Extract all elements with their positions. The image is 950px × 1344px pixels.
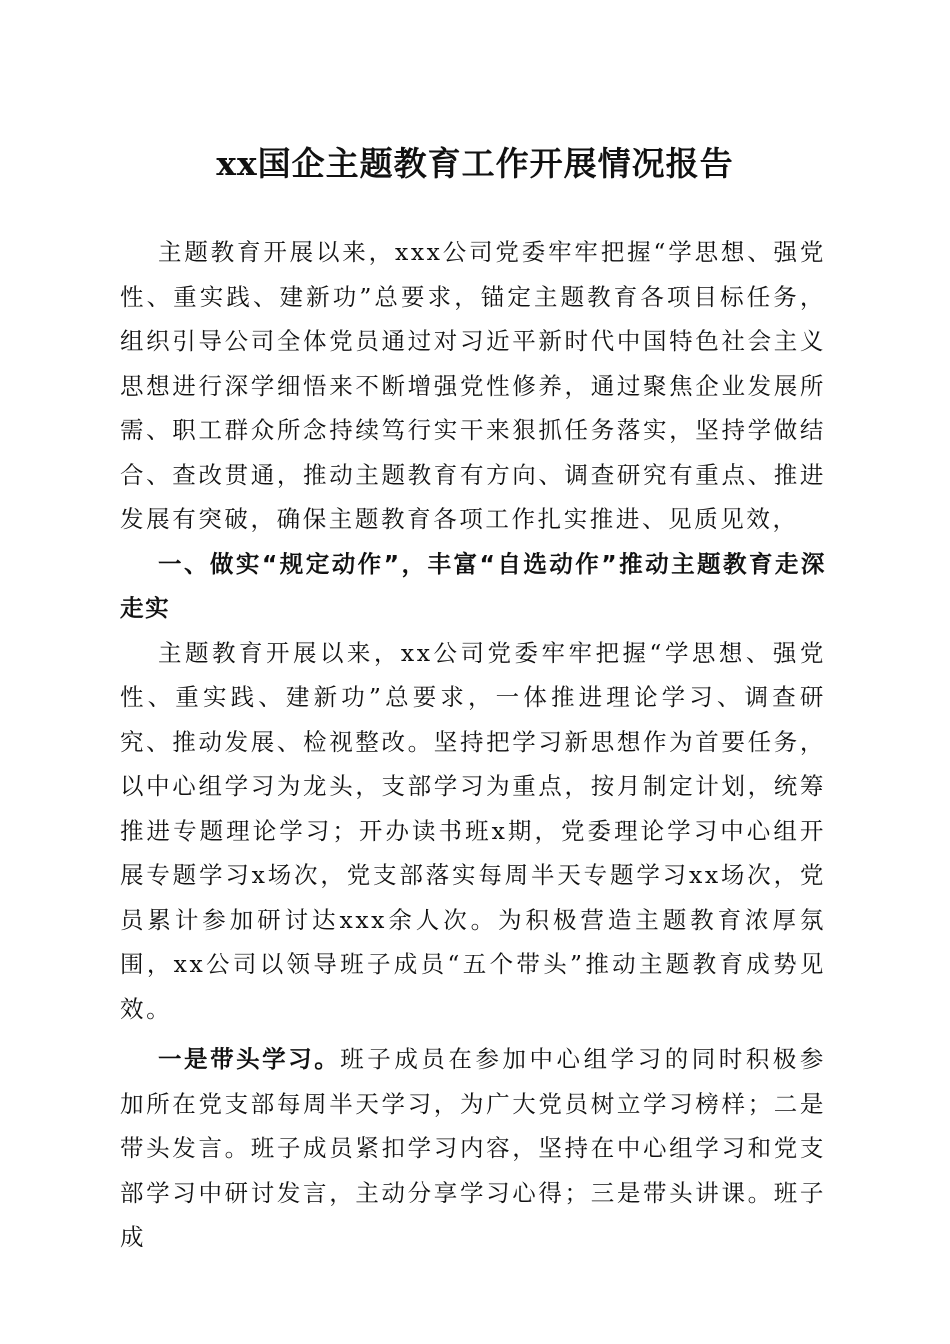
sub-paragraph-text: 班子成员在参加中心组学习的同时积极参加所在党支部每周半天学习，为广大党员树立学习榜样；二是带头发言。班子成员紧扣学习内容，坚持在中心组学习和党支部学习中研讨发言，主动分享学习心得；三是带头讲课。班子成 <box>120 1045 826 1251</box>
sub-paragraph-lead: 一是带头学习。 <box>158 1045 341 1073</box>
intro-paragraph: 主题教育开展以来，xxx公司党委牢牢把握“学思想、强党性、重实践、建新功”总要求，锚定主题教育各项目标任务，组织引导公司全体党员通过对习近平新时代中国特色社会主义思想进行深学细悟来不断增强党性修养，通过聚焦企业发展所需、职工群众所念持续笃行实干来狠抓任务落实，坚持学做结合、查改贯通，推动主题教育有方向、调查研究有重点、推进发展有突破，确保主题教育各项工作扎实推进、见质见效， <box>120 238 826 533</box>
section-1-sub-paragraph <box>120 1037 826 1260</box>
document-body <box>120 230 826 1260</box>
document-title: xx国企主题教育工作开展情况报告 <box>216 144 734 183</box>
section-1-paragraph: 主题教育开展以来，xx公司党委牢牢把握“学思想、强党性、重实践、建新功”总要求，一体推进理论学习、调查研究、推动发展、检视整改。坚持把学习新思想作为首要任务，以中心组学习为龙头，支部学习为重点，按月制定计划，统筹推进专题理论学习；开办读书班x期，党委理论学习中心组开展专题学习x场次，党支部落实每周半天专题学习xx场次，党员累计参加研讨达xxx余人次。为积极营造主题教育浓厚氛围，xx公司以领导班子成员“五个带头”推动主题教育成势见效。 <box>120 638 826 1023</box>
section-1-heading: 一、做实“规定动作”，丰富“自选动作”推动主题教育走深走实 <box>120 549 826 622</box>
